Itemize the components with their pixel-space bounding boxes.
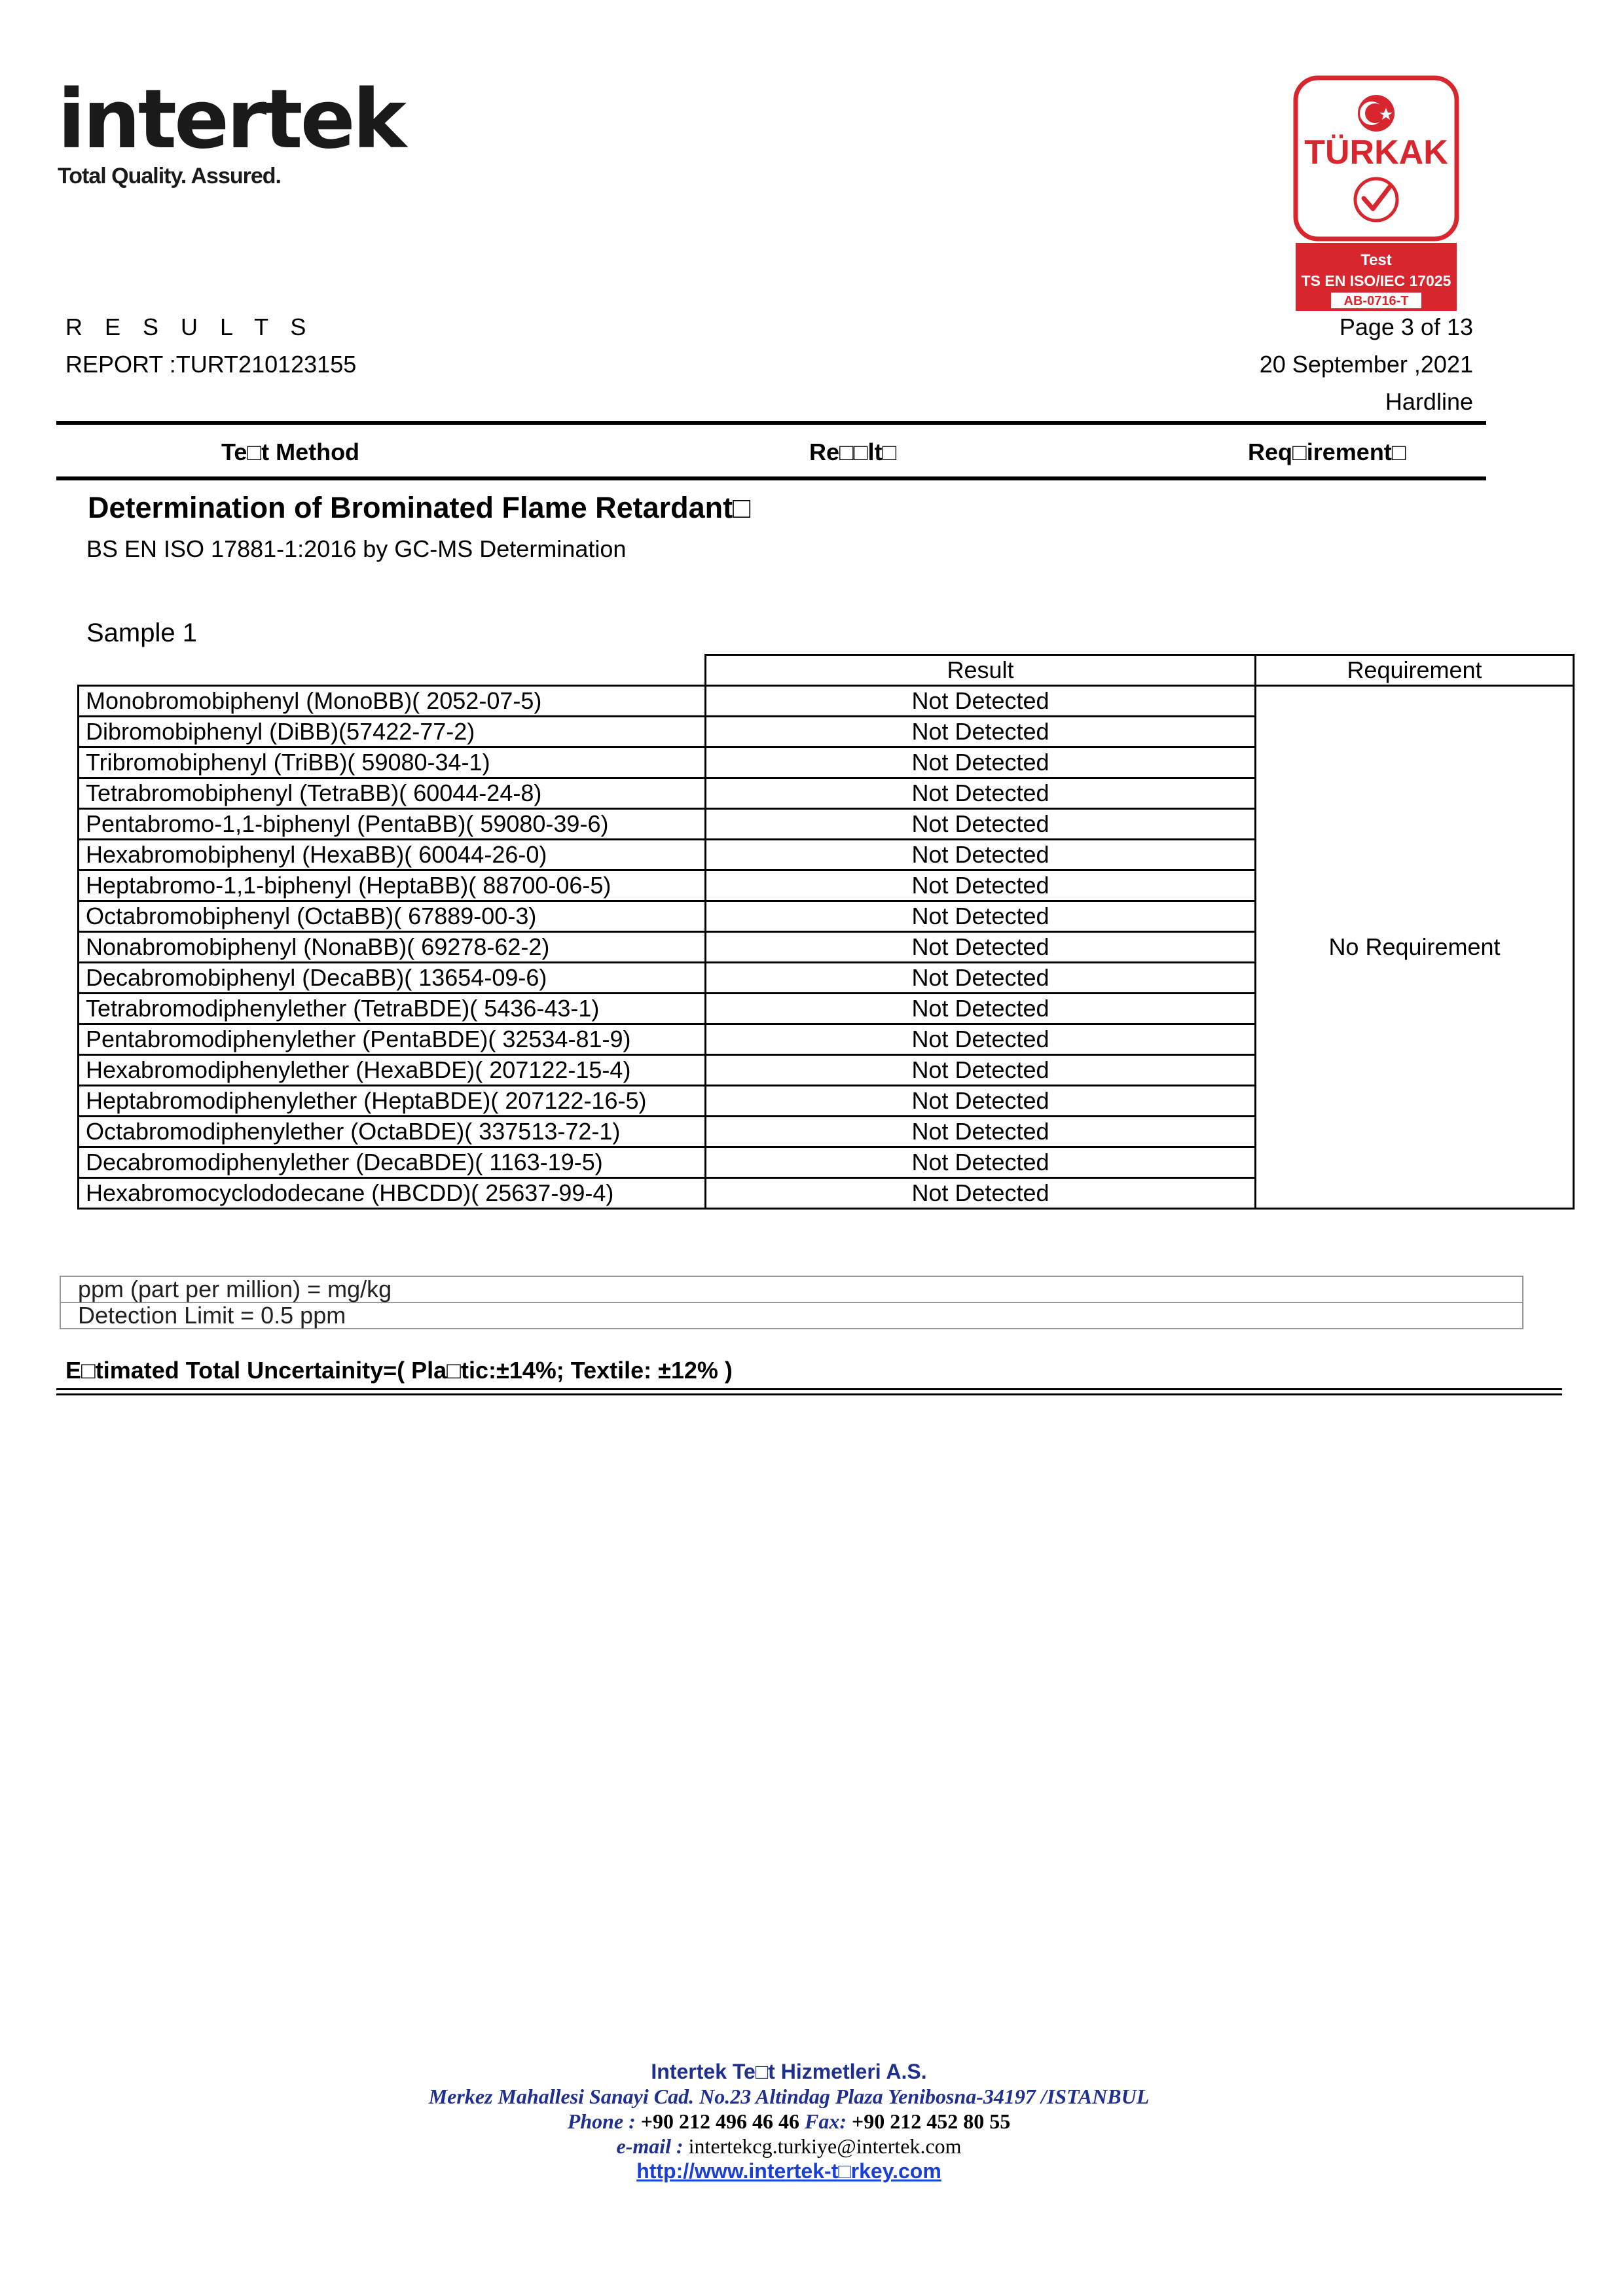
note-ppm: ppm (part per million) = mg/kg bbox=[60, 1276, 1523, 1302]
header-rule-top bbox=[56, 421, 1486, 425]
uncertainty-note: E□timated Total Uncertainity=( Pla□tic:±14%; Textile: ±12% ) bbox=[65, 1357, 733, 1384]
table-row bbox=[79, 686, 1574, 717]
test-standard: BS EN ISO 17881-1:2016 by GC-MS Determination bbox=[86, 535, 627, 562]
footer bbox=[0, 2059, 1578, 2183]
compound-name: Dibromobiphenyl (DiBB)(57422-77-2) bbox=[79, 717, 706, 747]
compound-name: Hexabromodiphenylether (HexaBDE)( 207122-15-4) bbox=[79, 1055, 706, 1086]
phone-number: +90 212 496 46 46 bbox=[640, 2109, 799, 2133]
compound-name: Decabromodiphenylether (DecaBDE)( 1163-19-5) bbox=[79, 1147, 706, 1178]
compound-name: Hexabromobiphenyl (HexaBB)( 60044-26-0) bbox=[79, 840, 706, 870]
compound-result: Not Detected bbox=[706, 994, 1256, 1024]
compound-name: Hexabromocyclododecane (HBCDD)( 25637-99-4) bbox=[79, 1178, 706, 1209]
compound-result: Not Detected bbox=[706, 1147, 1256, 1178]
email-label: e-mail : bbox=[616, 2134, 684, 2158]
section-title: Determination of Brominated Flame Retardant□ bbox=[88, 491, 751, 524]
header-result: Result bbox=[706, 655, 1256, 686]
intertek-logo bbox=[58, 73, 405, 195]
compound-result: Not Detected bbox=[706, 747, 1256, 778]
fax-number: +90 212 452 80 55 bbox=[852, 2109, 1011, 2133]
compound-result: Not Detected bbox=[706, 840, 1256, 870]
report-date: 20 September ,2021 bbox=[1259, 351, 1473, 378]
header-rule-bottom bbox=[56, 476, 1486, 480]
compound-result: Not Detected bbox=[706, 1086, 1256, 1117]
footer-address: Merkez Mahallesi Sanayi Cad. No.23 Altindag Plaza Yenibosna-34197 /ISTANBUL bbox=[428, 2085, 1150, 2108]
email-address[interactable]: intertekcg.turkiye@intertek.com bbox=[688, 2134, 962, 2158]
footer-email bbox=[0, 2134, 1578, 2159]
compound-name: Octabromobiphenyl (OctaBB)( 67889-00-3) bbox=[79, 901, 706, 932]
compound-name: Tetrabromobiphenyl (TetraBB)( 60044-24-8) bbox=[79, 778, 706, 809]
compound-result: Not Detected bbox=[706, 901, 1256, 932]
compound-name: Nonabromobiphenyl (NonaBB)( 69278-62-2) bbox=[79, 932, 706, 963]
requirement-value: No Requirement bbox=[1256, 686, 1574, 1209]
fax-label: Fax: bbox=[805, 2109, 847, 2133]
report-number: REPORT :TURT210123155 bbox=[65, 351, 357, 378]
column-requirements: Req□irement□ bbox=[1248, 439, 1406, 465]
compound-result: Not Detected bbox=[706, 717, 1256, 747]
table-header-row bbox=[79, 655, 1574, 686]
turkak-line-2: TS EN ISO/IEC 17025 bbox=[1301, 272, 1451, 289]
compound-name: Pentabromodiphenylether (PentaBDE)( 32534-81-9) bbox=[79, 1024, 706, 1055]
results-table bbox=[77, 654, 1575, 1210]
notes-table bbox=[60, 1276, 1523, 1329]
turkak-line-1: Test bbox=[1360, 251, 1392, 269]
compound-result: Not Detected bbox=[706, 1178, 1256, 1209]
compound-name: Heptabromo-1,1-biphenyl (HeptaBB)( 88700-06-5) bbox=[79, 870, 706, 901]
column-results: Re□□lt□ bbox=[809, 439, 897, 465]
compound-result: Not Detected bbox=[706, 932, 1256, 963]
column-test-method: Te□t Method bbox=[221, 439, 360, 465]
uncertainty-rule-2 bbox=[56, 1393, 1562, 1395]
footer-phone-fax bbox=[0, 2109, 1578, 2134]
header-blank-cell bbox=[79, 655, 706, 686]
turkak-line-3: AB-0716-T bbox=[1343, 294, 1409, 308]
header-requirement: Requirement bbox=[1256, 655, 1574, 686]
compound-result: Not Detected bbox=[706, 809, 1256, 840]
compound-name: Tetrabromodiphenylether (TetraBDE)( 5436-43-1) bbox=[79, 994, 706, 1024]
compound-result: Not Detected bbox=[706, 1117, 1256, 1147]
results-title: R E S U L T S bbox=[65, 314, 314, 340]
compound-result: Not Detected bbox=[706, 778, 1256, 809]
compound-name: Decabromobiphenyl (DecaBB)( 13654-09-6) bbox=[79, 963, 706, 994]
report-category: Hardline bbox=[1385, 388, 1473, 415]
compound-result: Not Detected bbox=[706, 963, 1256, 994]
uncertainty-rule-1 bbox=[56, 1388, 1562, 1390]
logo-tagline: Total Quality. Assured. bbox=[58, 164, 281, 188]
sample-label: Sample 1 bbox=[86, 619, 197, 647]
compound-name: Octabromodiphenylether (OctaBDE)( 337513-72-1) bbox=[79, 1117, 706, 1147]
compound-result: Not Detected bbox=[706, 1024, 1256, 1055]
compound-name: Pentabromo-1,1-biphenyl (PentaBB)( 59080-39-6) bbox=[79, 809, 706, 840]
page-number: Page 3 of 13 bbox=[1339, 314, 1473, 340]
note-detection-limit: Detection Limit = 0.5 ppm bbox=[60, 1302, 1523, 1329]
compound-result: Not Detected bbox=[706, 1055, 1256, 1086]
footer-website-link[interactable]: http://www.intertek-t□rkey.com bbox=[636, 2159, 941, 2183]
compound-name: Heptabromodiphenylether (HeptaBDE)( 207122-16-5) bbox=[79, 1086, 706, 1117]
turkak-accreditation-badge bbox=[1293, 75, 1459, 311]
logo-wordmark: intertek bbox=[58, 73, 405, 167]
compound-result: Not Detected bbox=[706, 870, 1256, 901]
footer-company: Intertek Te□t Hizmetleri A.S. bbox=[651, 2060, 927, 2083]
compound-result: Not Detected bbox=[706, 686, 1256, 717]
turkak-name: TÜRKAK bbox=[1304, 134, 1448, 171]
phone-label: Phone : bbox=[567, 2109, 636, 2133]
compound-name: Monobromobiphenyl (MonoBB)( 2052-07-5) bbox=[79, 686, 706, 717]
compound-name: Tribromobiphenyl (TriBB)( 59080-34-1) bbox=[79, 747, 706, 778]
